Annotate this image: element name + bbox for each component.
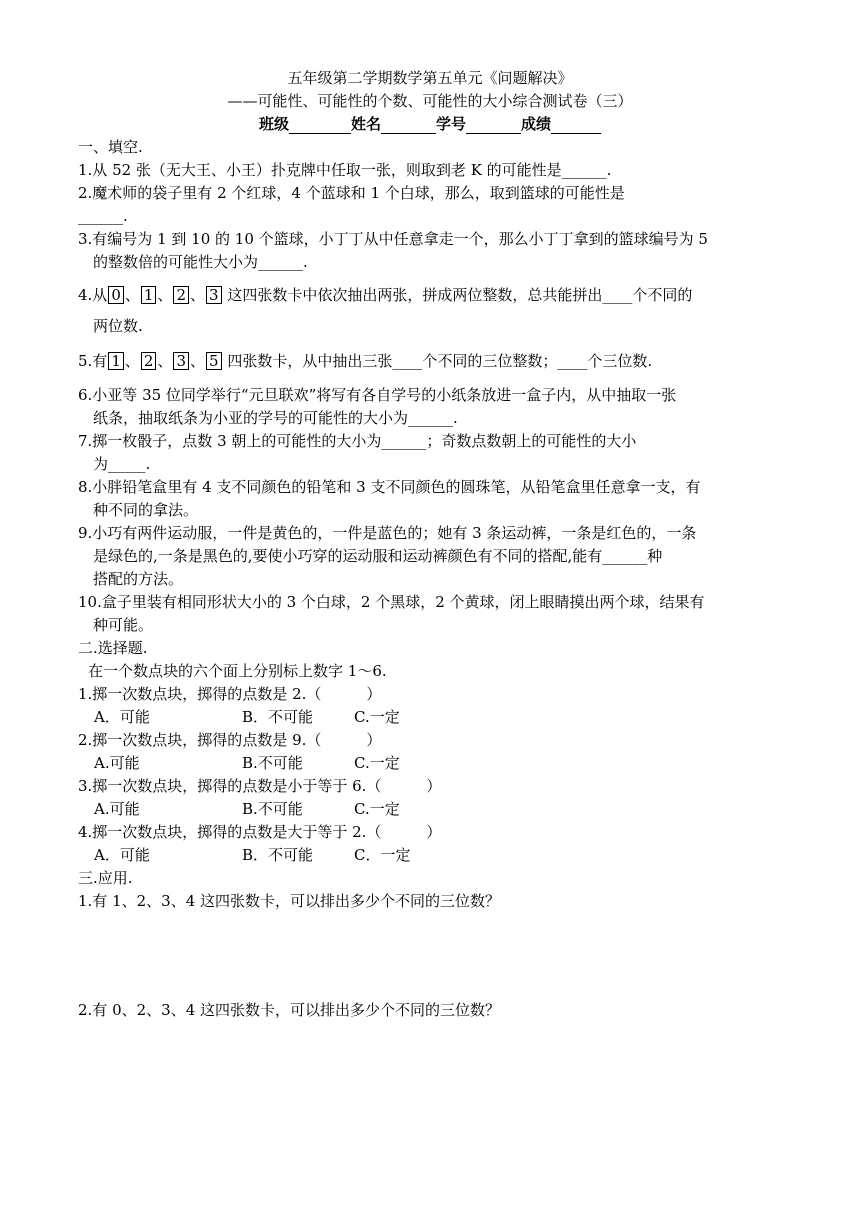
student-info-line bbox=[0, 114, 860, 134]
name-field[interactable] bbox=[381, 117, 436, 134]
choice-q3-option-c[interactable]: C.一定 bbox=[354, 800, 400, 818]
section1-heading: 一、填空. bbox=[78, 138, 143, 156]
section2-heading: 二.选择题. bbox=[78, 639, 148, 657]
choice-q4-option-c[interactable]: C．一定 bbox=[354, 846, 411, 864]
choice-q3-option-a[interactable]: A.可能 bbox=[94, 800, 140, 818]
fill-q9-line2: 是绿色的,一条是黑色的,要使小巧穿的运动服和运动裤颜色有不同的搭配,能有______种 bbox=[93, 547, 663, 565]
number-card: 1 bbox=[108, 352, 124, 370]
fill-q10-line1: 10.盒子里装有相同形状大小的 3 个白球，2 个黑球，2 个黄球，闭上眼睛摸出两个球，结果有 bbox=[78, 593, 705, 611]
choice-q1-option-b[interactable]: B．不可能 bbox=[242, 708, 314, 726]
fill-q2-line2: ______. bbox=[78, 207, 128, 225]
fill-q10-line2: 种可能。 bbox=[93, 616, 154, 634]
page-subtitle: ——可能性、可能性的个数、可能性的大小综合测试卷（三） bbox=[227, 92, 633, 110]
fill-q8-line2: 种不同的拿法。 bbox=[93, 501, 199, 519]
fill-q6-line1: 6.小亚等 35 位同学举行“元旦联欢”将写有各自学号的小纸条放进一盒子内，从中抽取一张 bbox=[78, 386, 677, 404]
fill-q4-line2: 两位数. bbox=[93, 317, 143, 335]
choice-q2: 2.掷一次数点块，掷得的点数是 9.（ ） bbox=[78, 731, 382, 749]
number-label: 学号 bbox=[436, 115, 467, 133]
fill-q7-line2: 为_____. bbox=[93, 455, 151, 473]
score-label: 成绩 bbox=[521, 115, 552, 133]
number-card: 3 bbox=[173, 352, 189, 370]
choice-q4-option-a[interactable]: A．可能 bbox=[94, 846, 150, 864]
number-card: 2 bbox=[141, 352, 157, 370]
number-card: 1 bbox=[141, 286, 157, 304]
fill-q9-line1: 9.小巧有两件运动服，一件是黄色的，一件是蓝色的；她有 3 条运动裤，一条是红色的，一条 bbox=[78, 524, 697, 542]
number-card: 2 bbox=[173, 286, 189, 304]
fill-q9-line3: 搭配的方法。 bbox=[93, 570, 184, 588]
choice-q1: 1.掷一次数点块，掷得的点数是 2.（ ） bbox=[78, 685, 382, 703]
fill-q8-line1: 8.小胖铅笔盒里有 4 支不同颜色的铅笔和 3 支不同颜色的圆珠笔，从铅笔盒里任意拿一支，有 bbox=[78, 478, 701, 496]
page-title: 五年级第二学期数学第五单元《问题解决》 bbox=[287, 69, 573, 87]
number-card: 5 bbox=[206, 352, 222, 370]
fill-q6-line2: 纸条，抽取纸条为小亚的学号的可能性的大小为______. bbox=[93, 409, 458, 427]
choice-q1-option-a[interactable]: A．可能 bbox=[94, 708, 150, 726]
fill-q1: 1.从 52 张（无大王、小王）扑克牌中任取一张，则取到老 K 的可能性是______. bbox=[78, 161, 612, 179]
score-field[interactable] bbox=[551, 117, 601, 134]
fill-q3-line1: 3.有编号为 1 到 10 的 10 个篮球，小丁丁从中任意拿走一个，那么小丁丁拿到的篮球编号为 5 bbox=[78, 230, 708, 248]
choice-q3: 3.掷一次数点块，掷得的点数是小于等于 6.（ ） bbox=[78, 777, 442, 795]
choice-q3-option-b[interactable]: B.不可能 bbox=[242, 800, 303, 818]
number-card: 3 bbox=[206, 286, 222, 304]
class-label: 班级 bbox=[258, 115, 289, 133]
choice-q1-option-c[interactable]: C.一定 bbox=[354, 708, 400, 726]
fill-q7-line1: 7.掷一枚骰子，点数 3 朝上的可能性的大小为______；奇数点数朝上的可能性的大小 bbox=[78, 432, 637, 450]
number-card: 0 bbox=[108, 286, 124, 304]
choice-q2-option-a[interactable]: A.可能 bbox=[94, 754, 140, 772]
choice-q4: 4.掷一次数点块，掷得的点数是大于等于 2.（ ） bbox=[78, 823, 442, 841]
fill-q4-line1: 4.从 0 、 1 、 2 、 3 这四张数卡中依次抽出两张，拼成两位整数，总共能拼出____个不同的 bbox=[78, 286, 693, 304]
class-field[interactable] bbox=[289, 117, 351, 134]
choice-q2-option-b[interactable]: B.不可能 bbox=[242, 754, 303, 772]
fill-q2-line1: 2.魔术师的袋子里有 2 个红球，4 个蓝球和 1 个白球，那么，取到篮球的可能性是 bbox=[78, 184, 625, 202]
choice-q2-option-c[interactable]: C.一定 bbox=[354, 754, 400, 772]
fill-q3-line2: 的整数倍的可能性大小为______. bbox=[93, 253, 308, 271]
fill-q5: 5.有 1 、 2 、 3 、 5 四张数卡，从中抽出三张____个不同的三位整数；____个三位数. bbox=[78, 352, 653, 370]
section2-intro: 在一个数点块的六个面上分别标上数字 1～6. bbox=[88, 662, 387, 680]
name-label: 姓名 bbox=[350, 115, 381, 133]
application-q1: 1.有 1、2、3、4 这四张数卡，可以排出多少个不同的三位数？ bbox=[78, 892, 501, 910]
choice-q4-option-b[interactable]: B．不可能 bbox=[242, 846, 314, 864]
section3-heading: 三.应用. bbox=[78, 869, 133, 887]
application-q2: 2.有 0、2、3、4 这四张数卡，可以排出多少个不同的三位数？ bbox=[78, 1001, 501, 1019]
number-field[interactable] bbox=[466, 117, 521, 134]
